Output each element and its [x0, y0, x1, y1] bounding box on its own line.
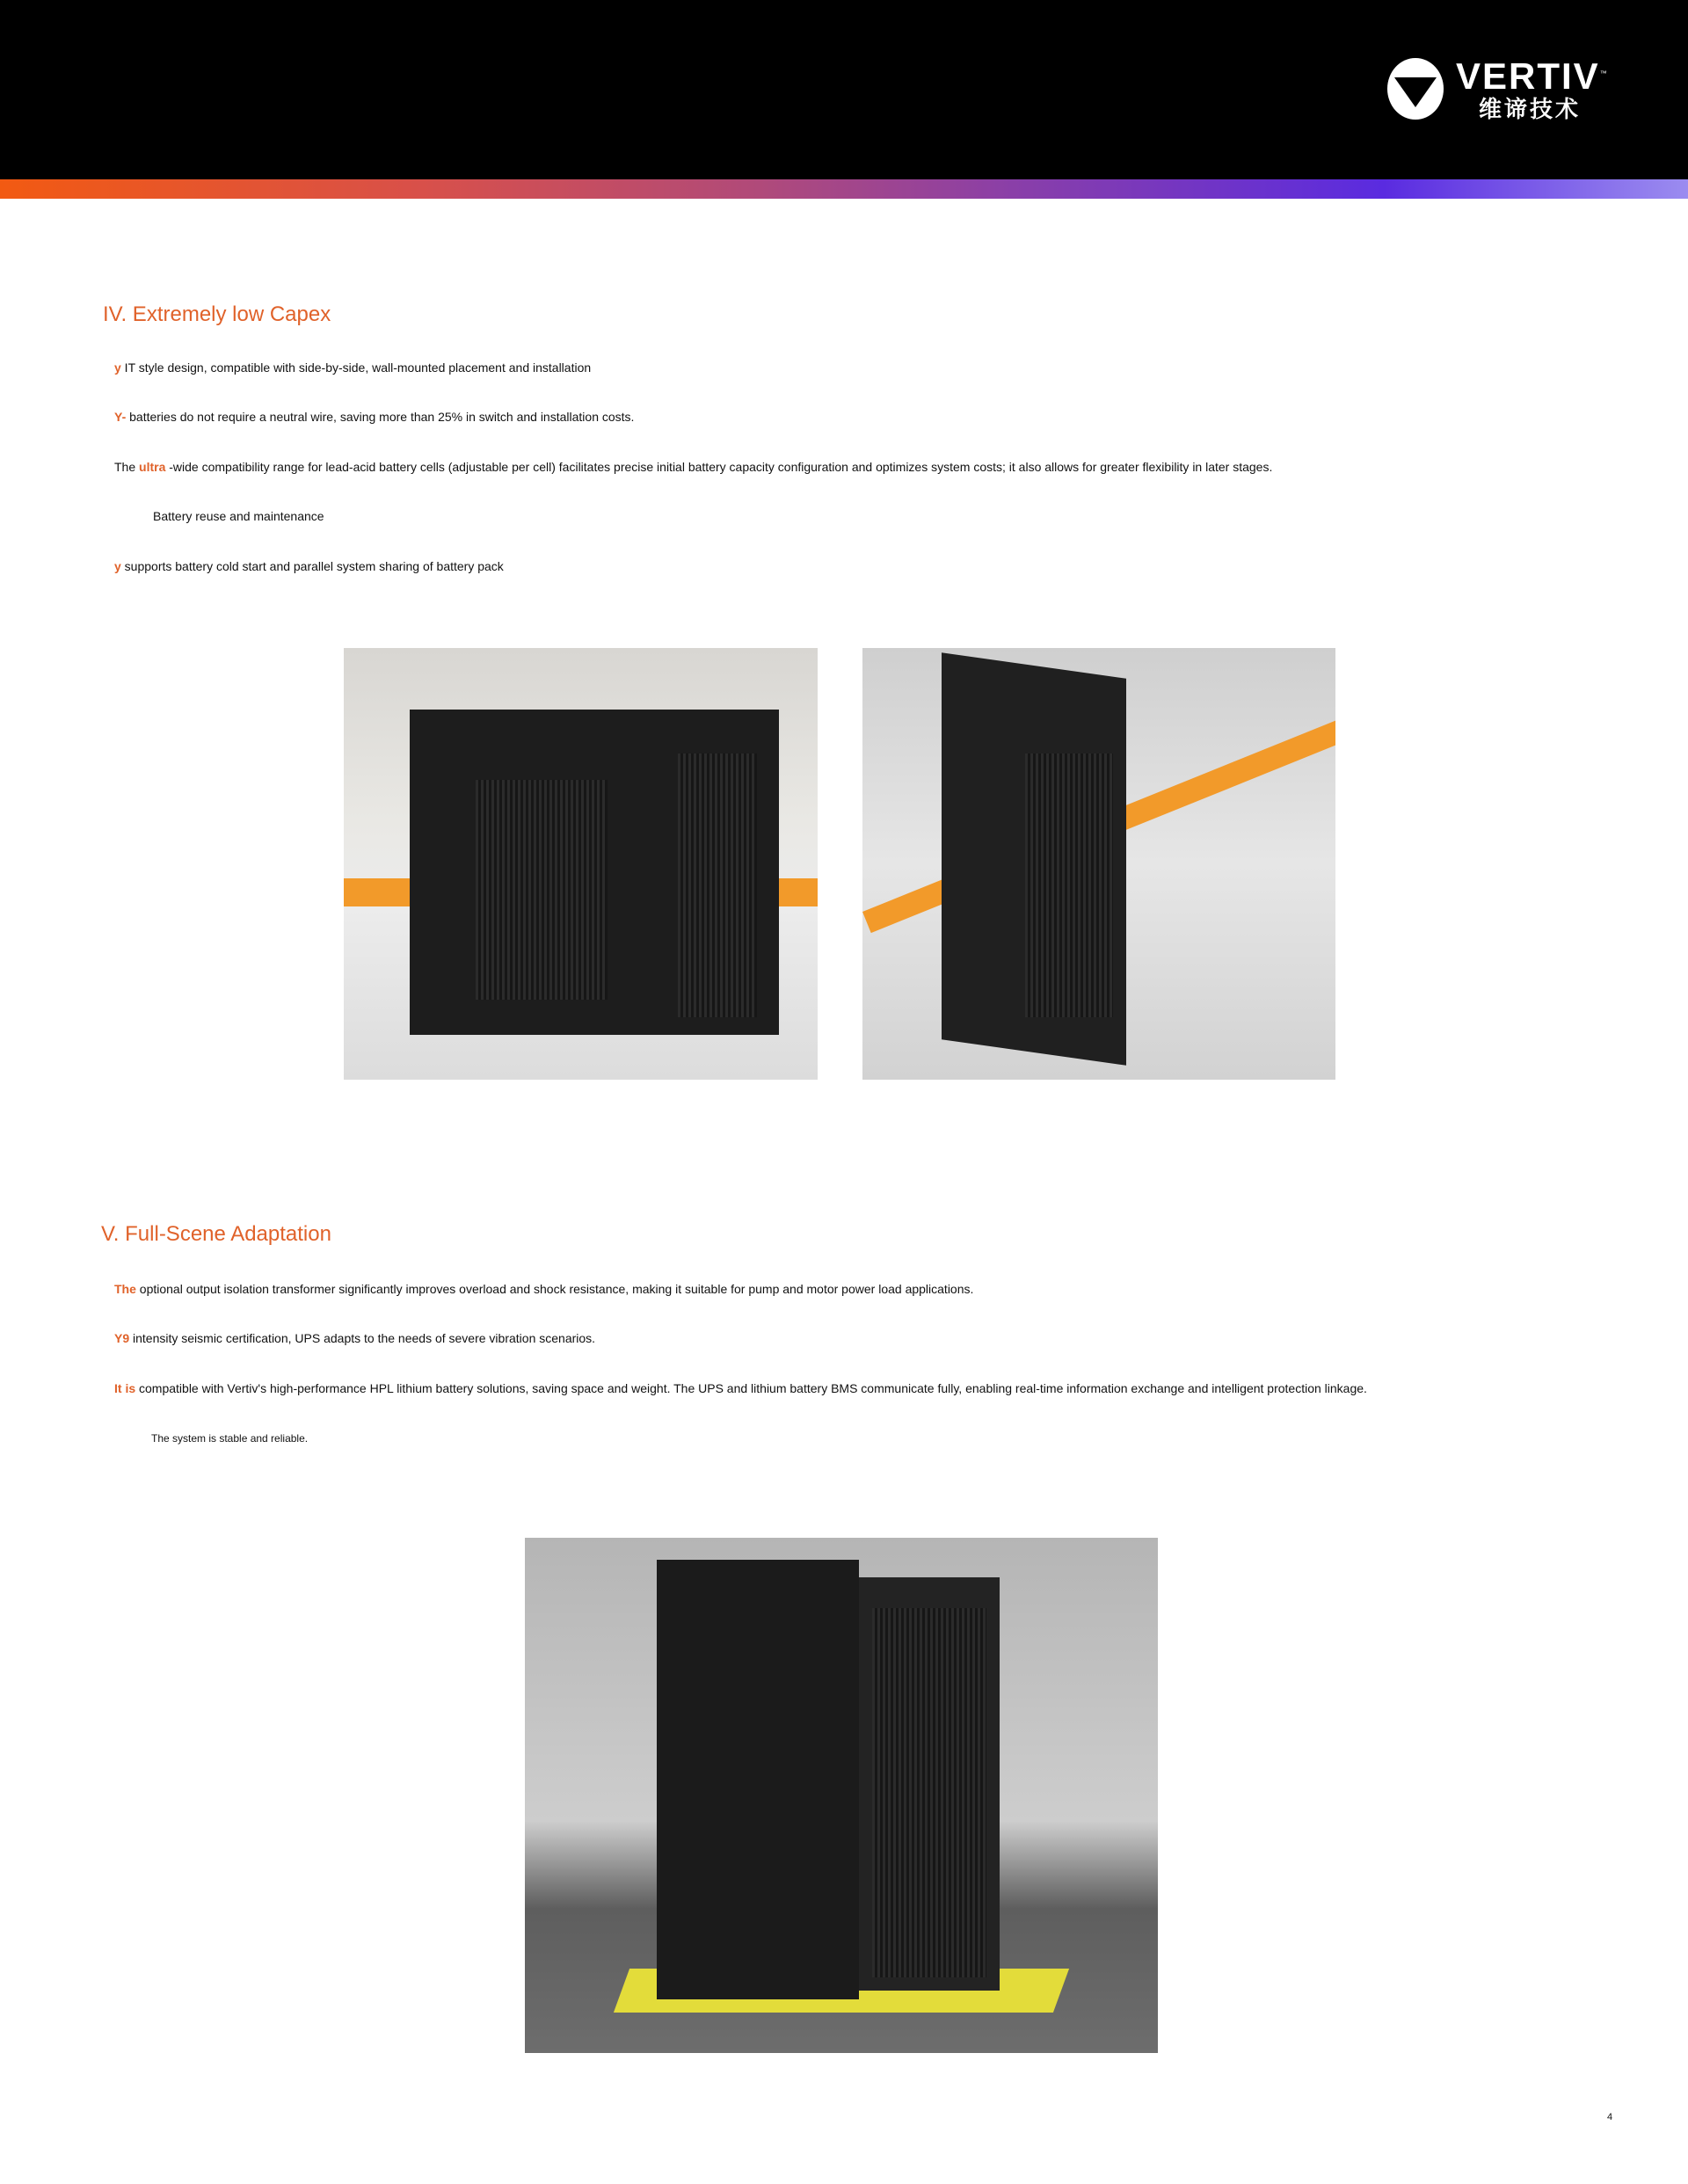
ups-cabinet-angled-photo — [862, 648, 1335, 1080]
vertiv-logo — [1387, 55, 1609, 122]
section-title-capex: IV. Extremely low Capex — [103, 302, 331, 326]
page-number: 4 — [1607, 2112, 1613, 2122]
list-item: The optional output isolation transformer significantly improves overload and shock resistance, making it suitable for pump and motor power load applications. — [114, 1282, 974, 1296]
brand-name-cn: 维谛技术 — [1479, 96, 1582, 122]
list-item: Battery reuse and maintenance — [153, 509, 324, 523]
list-item: Y9 intensity seismic certification, UPS adapts to the needs of severe vibration scenarios. — [114, 1331, 596, 1345]
vertiv-logo-icon — [1387, 58, 1444, 120]
list-item: It is compatible with Vertiv's high-performance HPL lithium battery solutions, saving space and weight. The UPS and lithium battery BMS communicate fully, enabling real-time information exchange and intelligent protection linkage. — [114, 1381, 1367, 1395]
brand-name: VERTIV — [1456, 55, 1600, 97]
list-item: The ultra -wide compatibility range for lead-acid battery cells (adjustable per cell) facilitates precise initial battery capacity configuration and optimizes system costs; it also allows for greater flexibility in later stages. — [114, 460, 1273, 474]
ups-cabinet-row-photo — [344, 648, 818, 1080]
trademark: ™ — [1599, 69, 1609, 77]
list-item: y supports battery cold start and parallel system sharing of battery pack — [114, 559, 504, 573]
gradient-divider — [0, 179, 1688, 199]
section-title-adaptation: V. Full-Scene Adaptation — [101, 1222, 331, 1246]
ups-system-photo — [525, 1538, 1158, 2053]
list-item: y IT style design, compatible with side-by-side, wall-mounted placement and installation — [114, 360, 592, 375]
list-item: The system is stable and reliable. — [151, 1432, 309, 1445]
list-item: Y- batteries do not require a neutral wire, saving more than 25% in switch and installation costs. — [114, 410, 635, 424]
header-bar — [0, 0, 1688, 179]
